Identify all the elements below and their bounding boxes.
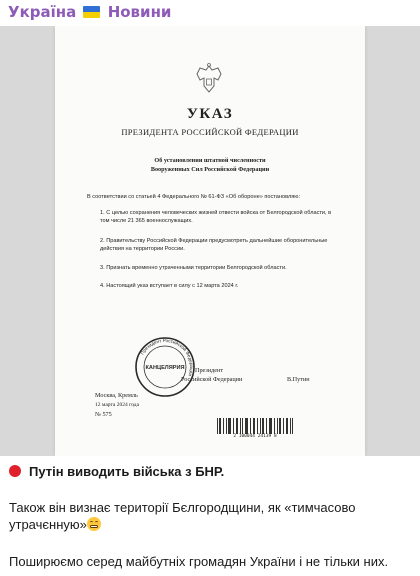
decree-number: № 575 <box>95 411 112 418</box>
channel-name-part2: Новини <box>107 3 172 21</box>
channel-name-part1: Україна <box>8 3 77 21</box>
decree-place: Москва, Кремль <box>95 392 138 399</box>
decree-preamble: В соответствии со статьей 4 Федерального № 61-ФЗ «Об обороне» постановляю: <box>87 194 301 200</box>
decree-heading-line2: Вооруженных Сил Российской Федерации <box>150 166 270 173</box>
decree-item: 2. Правительству Российской Федерации предусмотреть дальнейшие оборонительные действия на территории России. <box>100 238 328 252</box>
seal-center-text: КАНЦЕЛЯРИЯ <box>145 365 185 371</box>
channel-header <box>0 0 420 26</box>
chancellery-seal-icon <box>134 336 196 398</box>
ukraine-flag-icon <box>83 6 100 18</box>
decree-title: УКАЗ <box>186 106 234 122</box>
coat-of-arms-icon <box>194 62 224 96</box>
decree-document <box>55 26 365 456</box>
decree-item: 3. Признать временно утраченными территории Белгородской области. <box>100 265 287 271</box>
signature-title-line2: Российской Федерации <box>181 376 243 383</box>
signature-name: В.Путин <box>287 376 310 383</box>
decree-date: 12 марта 2024 года <box>95 402 140 408</box>
barcode-icon <box>215 416 295 436</box>
decree-heading <box>55 156 365 174</box>
message-headline: Путін виводить війська з БНР. <box>29 464 225 479</box>
barcode-digits: 2 100044 24139 8 <box>233 434 277 439</box>
message-headline-row <box>9 464 224 479</box>
decree-heading-line1: Об установлении штатной численности <box>154 157 266 164</box>
decree-subtitle: ПРЕЗИДЕНТА РОССИЙСКОЙ ФЕДЕРАЦИИ <box>121 127 299 137</box>
decree-item: 1. С целью сохранения человеческих жизней отвести войска от Белгородской области, в том числе 21 365 военнослужащих. <box>100 210 332 224</box>
seal-ring-text: Президент Российской Федерации <box>139 337 195 377</box>
red-circle-emoji <box>9 465 21 477</box>
post-photo[interactable] <box>0 26 420 456</box>
message-paragraph-1 <box>9 499 411 533</box>
signature-title-line1: Президент <box>195 367 224 374</box>
message-text <box>0 456 420 576</box>
decree-item: 4. Настоящий указ вступает в силу с 12 марта 2024 г. <box>100 283 239 289</box>
channel-name[interactable] <box>8 3 171 21</box>
message-paragraph-2: Поширюємо серед майбутніх громадян України і не тільки них. <box>9 554 389 569</box>
grinning-face-emoji <box>87 517 101 531</box>
message-paragraph-1-text: Також він визнає території Бєлгородщини, як «тимчасово утрачєнную» <box>9 500 356 532</box>
